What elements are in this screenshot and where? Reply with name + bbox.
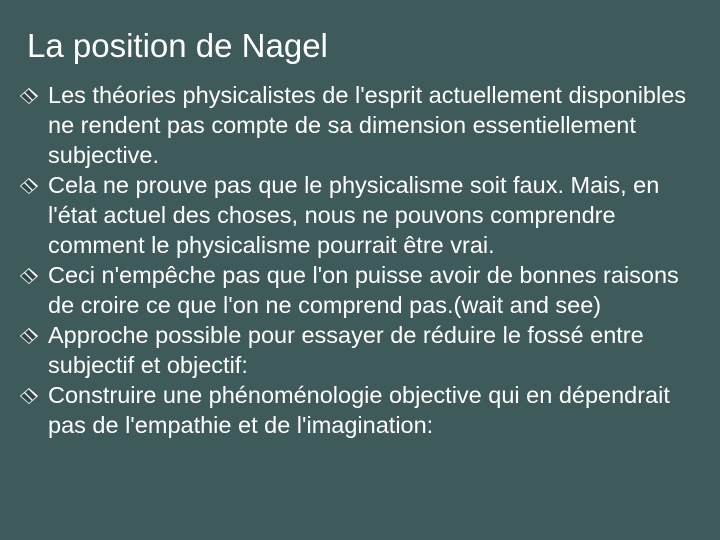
striped-diamond-icon [20, 268, 38, 284]
bullet-text: Les théories physicalistes de l'esprit actuellement disponibles ne rendent pas compte de sa dimension essentiellement subjective. [48, 82, 687, 168]
bullet-text: Approche possible pour essayer de réduire le fossé entre subjectif et objectif: [48, 322, 644, 378]
bullet-item [0, 320, 720, 380]
bullet-item [0, 170, 720, 260]
slide-title: La position de Nagel [27, 27, 328, 64]
striped-diamond-icon [20, 178, 38, 194]
bullet-text: Cela ne prouve pas que le physicalisme soit faux. Mais, en l'état actuel des choses, nous ne pouvons comprendre comment le physicalisme pourrait être vrai. [48, 172, 660, 258]
bullet-text: Ceci n'empêche pas que l'on puisse avoir de bonnes raisons de croire ce que l'on ne comprend pas.(wait and see) [48, 262, 679, 318]
bullet-item [0, 80, 720, 170]
bullet-item [0, 380, 720, 440]
bullet-text: Construire une phénoménologie objective qui en dépendrait pas de l'empathie et de l'imagination: [48, 382, 670, 438]
striped-diamond-icon [20, 328, 38, 344]
striped-diamond-icon [20, 388, 38, 404]
bullet-list [0, 80, 720, 440]
striped-diamond-icon [20, 88, 38, 104]
bullet-item [0, 260, 720, 320]
